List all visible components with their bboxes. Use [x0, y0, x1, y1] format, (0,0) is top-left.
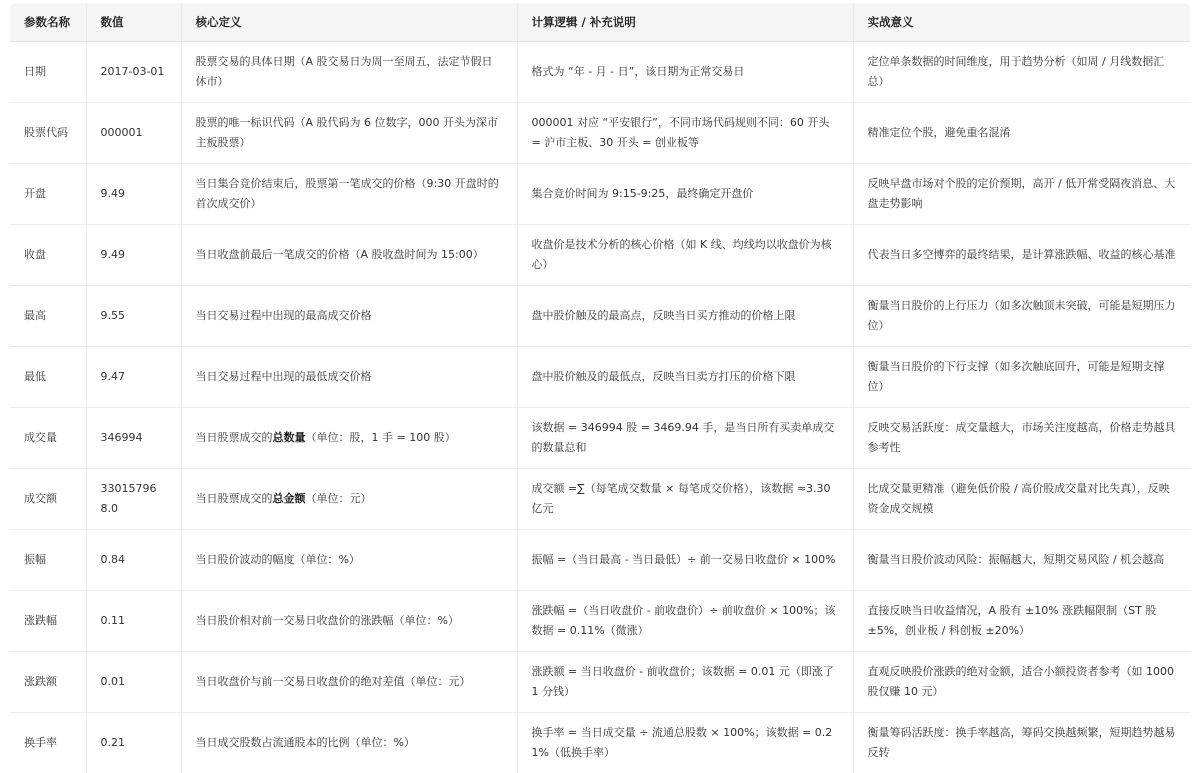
table-row [10, 103, 1190, 164]
value-cell: 000001 [86, 103, 181, 164]
definition-emphasis: 总数量 [272, 431, 306, 444]
calculation-cell: 格式为 “年 - 月 - 日”，该日期为正常交易日 [517, 42, 853, 103]
meaning-cell: 反映早盘市场对个股的定价预期，高开 / 低开常受隔夜消息、大盘走势影响 [853, 164, 1190, 225]
definition-cell [181, 408, 517, 469]
table-row [10, 164, 1190, 225]
calculation-cell: 盘中股价触及的最高点，反映当日买方推动的价格上限 [517, 286, 853, 347]
meaning-cell: 衡量当日股价的下行支撑（如多次触底回升，可能是短期支撑位） [853, 347, 1190, 408]
value-cell: 0.21 [86, 713, 181, 773]
definition-text: （单位：元） [305, 492, 372, 505]
table-row [10, 591, 1190, 652]
param-name-cell: 收盘 [10, 225, 86, 286]
meaning-cell: 反映交易活跃度：成交量越大，市场关注度越高，价格走势越具参考性 [853, 408, 1190, 469]
definition-text: （单位：股，1 手 = 100 股） [305, 431, 456, 444]
value-cell: 330157968.0 [86, 469, 181, 530]
definition-cell: 当日成交股数占流通股本的比例（单位：%） [181, 713, 517, 773]
param-name-cell: 成交额 [10, 469, 86, 530]
table-row [10, 713, 1190, 773]
table-row [10, 530, 1190, 591]
calculation-cell: 收盘价是技术分析的核心价格（如 K 线、均线均以收盘价为核心） [517, 225, 853, 286]
meaning-cell: 直观反映股价涨跌的绝对金额，适合小额投资者参考（如 1000 股仅赚 10 元） [853, 652, 1190, 713]
calculation-cell: 换手率 = 当日成交量 ÷ 流通总股数 × 100%；该数据 = 0.21%（低换手率） [517, 713, 853, 773]
table-row [10, 408, 1190, 469]
header-definition: 核心定义 [181, 3, 517, 42]
definition-text: 当日股票成交的 [195, 492, 273, 505]
definition-cell: 当日交易过程中出现的最高成交价格 [181, 286, 517, 347]
header-calculation: 计算逻辑 / 补充说明 [517, 3, 853, 42]
value-cell: 9.55 [86, 286, 181, 347]
header-meaning: 实战意义 [853, 3, 1190, 42]
value-cell: 9.47 [86, 347, 181, 408]
definition-text: 当日股票成交的 [195, 431, 273, 444]
param-name-cell: 日期 [10, 42, 86, 103]
calculation-cell: 集合竞价时间为 9:15-9:25，最终确定开盘价 [517, 164, 853, 225]
definition-cell: 当日交易过程中出现的最低成交价格 [181, 347, 517, 408]
table-row [10, 469, 1190, 530]
header-param-name: 参数名称 [10, 3, 86, 42]
definition-cell: 当日股价波动的幅度（单位：%） [181, 530, 517, 591]
value-cell: 0.84 [86, 530, 181, 591]
param-name-cell: 涨跌额 [10, 652, 86, 713]
value-cell: 0.01 [86, 652, 181, 713]
calculation-cell: 涨跌幅 =（当日收盘价 - 前收盘价）÷ 前收盘价 × 100%；该数据 = 0.11%（微涨） [517, 591, 853, 652]
table-header-row [10, 3, 1190, 42]
param-name-cell: 振幅 [10, 530, 86, 591]
param-name-cell: 股票代码 [10, 103, 86, 164]
value-cell: 346994 [86, 408, 181, 469]
value-cell: 2017-03-01 [86, 42, 181, 103]
table-row [10, 286, 1190, 347]
calculation-cell: 盘中股价触及的最低点，反映当日卖方打压的价格下限 [517, 347, 853, 408]
param-name-cell: 最高 [10, 286, 86, 347]
parameter-table [10, 3, 1190, 773]
param-name-cell: 开盘 [10, 164, 86, 225]
calculation-cell: 该数据 = 346994 股 = 3469.94 手，是当日所有买卖单成交的数量总和 [517, 408, 853, 469]
calculation-cell: 振幅 =（当日最高 - 当日最低）÷ 前一交易日收盘价 × 100% [517, 530, 853, 591]
definition-cell: 当日收盘价与前一交易日收盘价的绝对差值（单位：元） [181, 652, 517, 713]
definition-cell: 股票交易的具体日期（A 股交易日为周一至周五，法定节假日休市） [181, 42, 517, 103]
calculation-cell: 涨跌额 = 当日收盘价 - 前收盘价；该数据 = 0.01 元（即涨了 1 分钱） [517, 652, 853, 713]
table-row [10, 347, 1190, 408]
calculation-cell: 000001 对应 “平安银行”，不同市场代码规则不同：60 开头 = 沪市主板、30 开头 = 创业板等 [517, 103, 853, 164]
value-cell: 9.49 [86, 164, 181, 225]
value-cell: 0.11 [86, 591, 181, 652]
meaning-cell: 代表当日多空博弈的最终结果，是计算涨跌幅、收益的核心基准 [853, 225, 1190, 286]
param-name-cell: 换手率 [10, 713, 86, 773]
definition-cell [181, 469, 517, 530]
param-name-cell: 最低 [10, 347, 86, 408]
table-row [10, 652, 1190, 713]
header-value: 数值 [86, 3, 181, 42]
parameter-table-container [10, 3, 1190, 773]
table-row [10, 225, 1190, 286]
definition-cell: 当日收盘前最后一笔成交的价格（A 股收盘时间为 15:00） [181, 225, 517, 286]
meaning-cell: 衡量筹码活跃度：换手率越高，筹码交换越频繁，短期趋势越易反转 [853, 713, 1190, 773]
meaning-cell: 衡量当日股价波动风险：振幅越大，短期交易风险 / 机会越高 [853, 530, 1190, 591]
meaning-cell: 定位单条数据的时间维度，用于趋势分析（如周 / 月线数据汇总） [853, 42, 1190, 103]
param-name-cell: 成交量 [10, 408, 86, 469]
param-name-cell: 涨跌幅 [10, 591, 86, 652]
meaning-cell: 比成交量更精准（避免低价股 / 高价股成交量对比失真），反映资金成交规模 [853, 469, 1190, 530]
table-row [10, 42, 1190, 103]
value-cell: 9.49 [86, 225, 181, 286]
definition-cell: 股票的唯一标识代码（A 股代码为 6 位数字，000 开头为深市主板股票） [181, 103, 517, 164]
definition-cell: 当日集合竞价结束后，股票第一笔成交的价格（9:30 开盘时的首次成交价） [181, 164, 517, 225]
meaning-cell: 精准定位个股，避免重名混淆 [853, 103, 1190, 164]
meaning-cell: 衡量当日股价的上行压力（如多次触顶未突破，可能是短期压力位） [853, 286, 1190, 347]
meaning-cell: 直接反映当日收益情况，A 股有 ±10% 涨跌幅限制（ST 股 ±5%，创业板 / 科创板 ±20%） [853, 591, 1190, 652]
definition-cell: 当日股价相对前一交易日收盘价的涨跌幅（单位：%） [181, 591, 517, 652]
definition-emphasis: 总金额 [272, 492, 306, 505]
calculation-cell: 成交额 =∑（每笔成交数量 × 每笔成交价格），该数据 ≈3.30 亿元 [517, 469, 853, 530]
